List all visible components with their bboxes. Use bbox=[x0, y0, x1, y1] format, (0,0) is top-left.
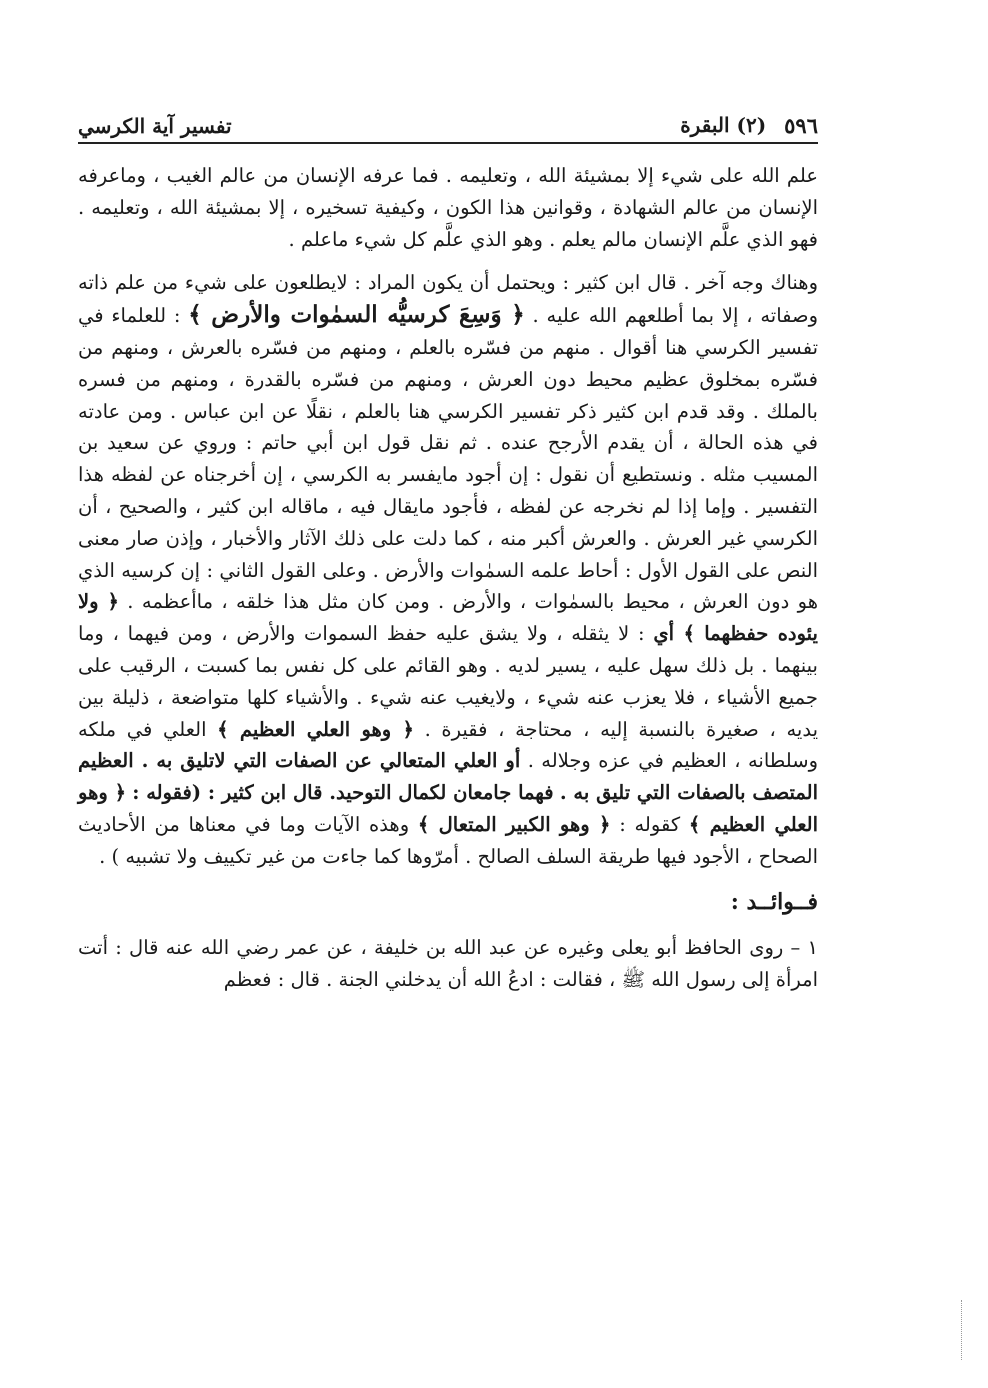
paragraph-3-text: ١ – روى الحافظ أبو يعلى وغيره عن عبد الله بن خليفة ، عن عمر رضي الله عنه قال : أتت امرأة إلى رسول الله ﷺ ، فقالت : ادعُ الله أن يدخلني الجنة . قال : فعظم bbox=[78, 936, 818, 992]
header-rule bbox=[78, 142, 818, 144]
paragraph-2-text-b: : للعلماء في تفسير الكرسي هنا أقوال . منهم من فسّره بالعلم ، ومنهم من فسّره بالعرش ، ومنهم من فسّره بمخلوق عظيم محيط دون العرش ، ومنهم من فسّره بالقدرة ، ومنهم من فسره بالملك . وقد قدم ابن كثير ذكر تفسير الكرسي هنا بالعلم ، نقلًا عن ابن عباس . ومن عادته في هذه الحالة ، أن يقدم الأرجح عنده . ثم نقل قول ابن أبي حاتم : وروي عن سعيد بن المسيب مثله . ونستطيع أن نقول : إن أجود مايفسر به الكرسي ، إن أخرجناه عن لفظه هذا التفسير . وإما إذا لم نخرجه عن لفظه ، فأجود مايقال فيه ، ماقاله ابن كثير ، والصحيح ، أن الكرسي غير العرش . والعرش أكبر منه ، كما دلت على ذلك الآثار والأخبار ، وإذن صار معنى النص على القول الأول : أحاط علمه السمٰوات والأرض . وعلى القول الثاني : إن كرسيه الذي هو دون العرش ، محيط بالسمٰوات ، والأرض . ومن كان مثل هذا خلقه ، ماأعظمه . bbox=[78, 304, 818, 614]
quran-verse-al-aliyy-2: ﴿ وهو العلي العظيم ﴾ bbox=[78, 781, 818, 836]
running-header bbox=[78, 104, 818, 138]
paragraph-2-text-f: فهما جامعان لكمال التوحيد. قال ابن كثير : (فقوله : bbox=[132, 781, 554, 805]
running-title: تفسير آية الكرسي bbox=[78, 114, 232, 138]
paragraph-2-text-c: : لا يثقله ، ولا يشق عليه حفظ السموات والأرض ، ومن فيهما ، وما بينهما . بل ذلك سهل عليه ، يسير لديه . وهو القائم على كل نفس بما كسبت ، الرقيب على جميع الأشياء ، فلا يعزب عنه شيء ، ولايغيب عنه شيء . والأشياء كلها متواضعة ، ذليلة بين يديه ، صغيرة بالنسبة إليه ، محتاجة ، فقيرة . bbox=[78, 622, 819, 741]
quran-verse-kursi: ﴿ وَسِعَ كرسيُّه السمٰوات والأرض ﴾ bbox=[188, 301, 525, 329]
quran-verse-yauduhu: ﴿ ولا يئوده حفظهما ﴾ أي bbox=[78, 590, 818, 646]
document-page bbox=[78, 0, 818, 1388]
page-number: ٥٩٦ bbox=[784, 113, 818, 138]
quran-verse-al-kabir: ﴿ وهو الكبير المتعال ﴾ bbox=[417, 812, 611, 836]
paragraph-2 bbox=[78, 267, 818, 872]
sura-name: (٢) البقرة bbox=[680, 113, 767, 137]
paragraph-1-text: علم الله على شيء إلا بمشيئة الله ، وتعليمه . فما عرفه الإنسان من عالم الغيب ، وماعرفه الإنسان من عالم الشهادة ، وقوانين هذا الكون ، وكيفية تسخيره ، إلا بمشيئة الله ، وتعليمه . فهو الذي علَّم الإنسان مالم يعلم . وهو الذي علَّم كل شيء ماعلم . bbox=[78, 164, 818, 251]
margin-marks bbox=[959, 1300, 962, 1360]
paragraph-2-text-a: وهناك وجه آخر . قال ابن كثير : ويحتمل أن يكون المراد : لايطلعون على شيء من علم ذاته وصفاته ، إلا بما أطلعهم الله عليه . bbox=[78, 271, 818, 328]
paragraph-1 bbox=[78, 160, 818, 255]
paragraph-2-text-d: العلي في ملكه وسلطانه ، العظيم في عزه وجلاله . bbox=[78, 717, 819, 773]
body-text bbox=[78, 160, 818, 996]
section-heading-fawaid: فــوائــد : bbox=[730, 888, 818, 915]
paragraph-2-text-g: كقوله : bbox=[619, 812, 681, 836]
paragraph-3 bbox=[78, 932, 818, 996]
paragraph-2-text-h: وهذه الآيات وما في معناها من الأحاديث الصحاح ، الأجود فيها طريقة السلف الصالح . أمرّوها كما جاءت من غير تكييف ولا تشبيه ) . bbox=[78, 812, 818, 868]
paragraph-2-text-e: أو العلي المتعالي عن الصفات التي لاتليق به . العظيم المتصف بالصفات التي تليق به . bbox=[78, 749, 819, 805]
quran-verse-al-aliyy: ﴿ وهو العلي العظيم ﴾ bbox=[217, 717, 414, 741]
header-right-group bbox=[680, 113, 818, 138]
